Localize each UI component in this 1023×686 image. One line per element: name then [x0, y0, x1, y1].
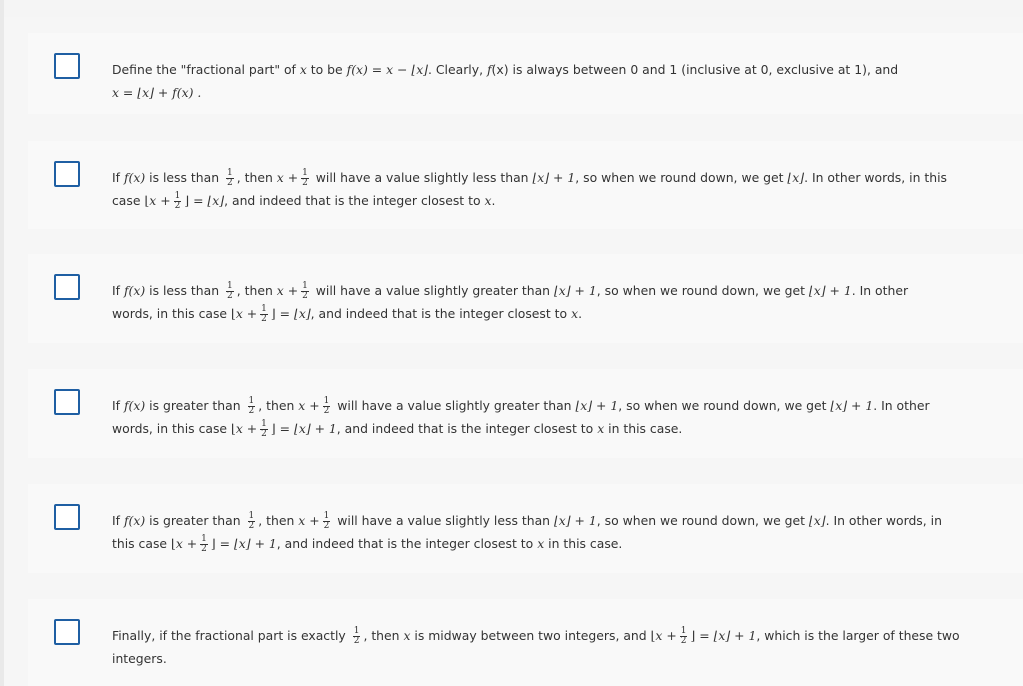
math-floor-x-plus-1: ⌊x⌋ + 1	[830, 398, 874, 413]
text-segment: is greater than	[145, 513, 245, 528]
math-one-half: $\frac{1}{2}$	[201, 534, 207, 554]
text-segment: . Clearly,	[428, 62, 487, 77]
option-checkbox[interactable]	[54, 53, 80, 79]
math-one-half: $\frac{1}{2}$	[248, 396, 255, 416]
math-eq-floor-x: = ⌊x⌋	[189, 193, 225, 208]
math-x: x	[403, 628, 411, 643]
text-segment: Define the "fractional part" of	[112, 62, 300, 77]
text-segment: integers.	[112, 651, 167, 666]
text-segment: , then	[363, 628, 404, 643]
math-floor-x: ⌊x⌋	[787, 170, 805, 185]
text-segment: (x)	[491, 62, 509, 77]
math-x: x	[299, 62, 307, 77]
math-floor-open: ⌊	[170, 536, 176, 551]
math-one-half: $\frac{1}{2}$	[174, 191, 181, 211]
math-one-half: $\frac{1}{2}$	[248, 511, 255, 531]
math-floor-x: ⌊x⌋	[808, 513, 826, 528]
math-floor-close: ⌋	[210, 536, 216, 551]
math-x-plus: x +	[276, 170, 299, 185]
text-segment: case	[112, 193, 145, 208]
math-one-half: $\frac{1}{2}$	[227, 281, 233, 301]
option-text: If f(x) is less than $\frac{1}{2}$ , then x + $\frac{1}{2}$ will have a value slightly greater than ⌊x⌋ + 1, so when we round down, we get ⌊x⌋ + 1. In other words, in this case ⌊x + $\frac{1}{2}$ ⌋ = ⌊x⌋, and indeed that is the integer closest to x.	[112, 281, 909, 324]
option-text: If f(x) is less than $\frac{1}{2}$ , then x + $\frac{1}{2}$ will have a value slightly less than ⌊x⌋ + 1, so when we round down, we get ⌊x⌋. In other words, in this case ⌊x + $\frac{1}{2}$ ⌋ = ⌊x⌋, and indeed that is the integer closest to x.	[112, 168, 947, 211]
math-x: x	[484, 193, 492, 208]
option-text	[112, 509, 963, 555]
math-one-half: $\frac{1}{2}$	[323, 511, 330, 531]
math-eq-floor-x-plus-1: = ⌊x⌋ + 1	[695, 628, 757, 643]
math-x-plus: x +	[655, 628, 677, 643]
text-segment: is always between 0 and 1 (inclusive at 0, exclusive at 1), and	[508, 62, 899, 77]
text-segment: is midway between two integers, and	[410, 628, 651, 643]
text-segment: words, in this case	[112, 421, 231, 436]
text-segment: Finally, if the fractional part is exactly	[112, 628, 350, 643]
text-segment: If	[112, 283, 124, 298]
math-eq-floor-x: = ⌊x⌋	[275, 306, 311, 321]
text-segment: , so when we round down, we get	[575, 170, 788, 185]
text-segment: in this case.	[604, 421, 683, 436]
text-segment: , then	[258, 513, 299, 528]
top-strip	[4, 0, 1023, 17]
text-segment: in this case.	[544, 536, 623, 551]
math-one-half: $\frac{1}{2}$	[302, 281, 308, 301]
math-f: f	[486, 62, 492, 77]
content-background	[4, 17, 1023, 686]
text-segment: , then	[236, 283, 277, 298]
math-x-plus: x +	[235, 306, 258, 321]
answer-option[interactable]	[28, 484, 1023, 573]
math-fx: f(x)	[123, 513, 146, 528]
text-segment: , then	[236, 170, 277, 185]
text-segment: is less than	[145, 283, 224, 298]
answer-option[interactable]	[28, 33, 1023, 114]
math-fx: f(x)	[123, 398, 146, 413]
math-one-half: $\frac{1}{2}$	[680, 626, 687, 646]
math-x-plus: x +	[175, 536, 198, 551]
option-checkbox[interactable]	[54, 161, 80, 187]
text-segment: is greater than	[145, 398, 245, 413]
text-segment: to be	[306, 62, 347, 77]
option-checkbox[interactable]	[54, 274, 80, 300]
math-floor-close: ⌋	[184, 193, 190, 208]
math-floor-close: ⌋	[270, 306, 276, 321]
math-floor-x-plus-1: ⌊x⌋ + 1	[553, 513, 597, 528]
math-one-half: $\frac{1}{2}$	[227, 168, 233, 188]
text-segment: If	[112, 398, 124, 413]
text-segment: will have a value slightly greater than	[333, 398, 576, 413]
math-identity: x = ⌊x⌋ + f(x) .	[112, 85, 202, 100]
math-floor-x-plus-1: ⌊x⌋ + 1	[808, 283, 852, 298]
answer-option[interactable]	[28, 599, 1023, 686]
math-eq-floor-x-plus-1: = ⌊x⌋ + 1	[275, 421, 337, 436]
math-x: x	[571, 306, 579, 321]
text-segment: , so when we round down, we get	[596, 513, 809, 528]
option-text	[112, 624, 963, 670]
text-segment: , and indeed that is the integer closest to	[276, 536, 538, 551]
option-checkbox[interactable]	[54, 389, 80, 415]
math-fx: f(x)	[123, 283, 146, 298]
math-x: x	[537, 536, 545, 551]
text-segment: words, in this case	[112, 306, 231, 321]
text-segment: , and indeed that is the integer closest to	[224, 193, 485, 208]
answer-option[interactable]	[28, 369, 1023, 458]
text-segment: . In other	[873, 398, 930, 413]
math-x-plus: x +	[298, 513, 320, 528]
math-x: x	[597, 421, 605, 436]
math-fractional-def: f(x) = x − ⌊x⌋	[346, 62, 429, 77]
math-x-plus: x +	[149, 193, 171, 208]
math-one-half: $\frac{1}{2}$	[302, 168, 308, 188]
math-floor-open: ⌊	[231, 421, 236, 436]
math-floor-x-plus-1: ⌊x⌋ + 1	[553, 283, 597, 298]
text-segment: If	[112, 170, 124, 185]
math-floor-open: ⌊	[650, 628, 656, 643]
text-segment: . In other	[851, 283, 909, 298]
math-fx: f(x)	[123, 170, 146, 185]
text-segment: . In other words, in	[825, 513, 942, 528]
math-one-half: $\frac{1}{2}$	[323, 396, 330, 416]
text-segment: , so when we round down, we get	[596, 283, 809, 298]
math-floor-open: ⌊	[144, 193, 150, 208]
text-segment: . In other words, in this	[804, 170, 947, 185]
math-one-half: $\frac{1}{2}$	[353, 626, 360, 646]
text-segment: is less than	[145, 170, 224, 185]
answer-option[interactable]	[28, 141, 1023, 229]
math-floor-close: ⌋	[690, 628, 696, 643]
text-segment: will have a value slightly greater than	[311, 283, 554, 298]
text-segment: this case	[112, 536, 171, 551]
text-segment: , then	[258, 398, 299, 413]
math-one-half: $\frac{1}{2}$	[261, 419, 267, 439]
text-segment: , which is the larger of these two	[756, 628, 960, 643]
option-checkbox[interactable]	[54, 619, 80, 645]
text-segment: will have a value slightly less than	[333, 513, 554, 528]
math-one-half: $\frac{1}{2}$	[261, 304, 267, 324]
math-floor-open: ⌊	[231, 306, 236, 321]
math-x-plus: x +	[235, 421, 258, 436]
text-segment: , so when we round down, we get	[618, 398, 831, 413]
math-floor-x-plus-1: ⌊x⌋ + 1	[575, 398, 619, 413]
math-floor-x-plus-1: ⌊x⌋ + 1	[532, 170, 576, 185]
math-x-plus: x +	[298, 398, 320, 413]
text-segment: will have a value slightly less than	[311, 170, 533, 185]
math-eq-floor-x-plus-1: = ⌊x⌋ + 1	[215, 536, 277, 551]
option-text	[112, 58, 963, 104]
text-segment: If	[112, 513, 124, 528]
answer-option[interactable]	[28, 254, 1023, 343]
text-segment: , and indeed that is the integer closest to	[336, 421, 598, 436]
option-checkbox[interactable]	[54, 504, 80, 530]
math-floor-close: ⌋	[270, 421, 276, 436]
text-segment: , and indeed that is the integer closest to	[310, 306, 572, 321]
option-text	[112, 394, 963, 440]
math-x-plus: x +	[276, 283, 299, 298]
